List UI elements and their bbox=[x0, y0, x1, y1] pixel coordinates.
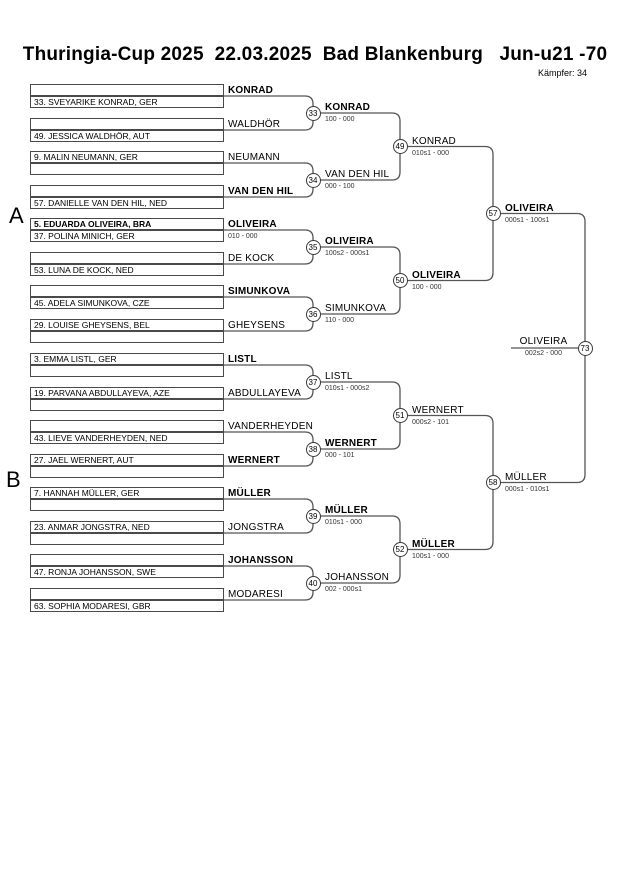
entry-slot bbox=[30, 554, 224, 566]
match-score: 100s1 - 000 bbox=[412, 552, 449, 560]
winner-name: WERNERT bbox=[325, 438, 377, 449]
match-score: 000 - 100 bbox=[325, 183, 355, 190]
winner-name: OLIVEIRA bbox=[412, 269, 461, 281]
entry-slot: 37. POLINA MINICH, GER bbox=[30, 230, 224, 242]
match-number-circle: 73 bbox=[578, 341, 593, 356]
entry-slot: 29. LOUISE GHEYSENS, BEL bbox=[30, 319, 224, 331]
tournament-title: Thuringia-Cup 2025 22.03.2025 Bad Blankenburg Jun-u21 -70 bbox=[22, 44, 608, 65]
advancer-name: WERNERT bbox=[228, 455, 280, 466]
winner-name: MÜLLER bbox=[325, 505, 368, 516]
entry-slot: 9. MALIN NEUMANN, GER bbox=[30, 151, 224, 163]
match-number-circle: 35 bbox=[306, 240, 321, 255]
entry-slot bbox=[30, 420, 224, 432]
advancer-name: MODARESI bbox=[228, 589, 283, 600]
entry-slot: 47. RONJA JOHANSSON, SWE bbox=[30, 566, 224, 578]
winner-name: MÜLLER bbox=[505, 471, 547, 483]
advancer-name: MÜLLER bbox=[228, 488, 271, 499]
entry-slot: 23. ANMAR JONGSTRA, NED bbox=[30, 521, 224, 533]
match-score: 100 - 000 bbox=[412, 283, 442, 291]
fighter-count: Kämpfer: 34 bbox=[538, 68, 588, 78]
match-score: 000s1 - 010s1 bbox=[505, 485, 550, 493]
match-score: 000 - 101 bbox=[325, 452, 355, 459]
connector-line bbox=[400, 416, 493, 483]
match-number-circle: 51 bbox=[393, 408, 408, 423]
entry-slot bbox=[30, 466, 224, 478]
advancer-name: SIMUNKOVA bbox=[228, 286, 291, 297]
connector-line bbox=[400, 147, 493, 214]
winner-name: OLIVEIRA bbox=[505, 202, 554, 214]
entry-slot: 5. EDUARDA OLIVEIRA, BRA bbox=[30, 218, 224, 230]
winner-name: WERNERT bbox=[412, 404, 464, 416]
connector-line bbox=[224, 96, 313, 113]
entry-slot bbox=[30, 365, 224, 377]
entry-slot: 3. EMMA LISTL, GER bbox=[30, 353, 224, 365]
match-number-circle: 50 bbox=[393, 273, 408, 288]
match-score: 100 - 000 bbox=[325, 116, 355, 123]
entry-slot: 63. SOPHIA MODARESI, GBR bbox=[30, 600, 224, 612]
final-result bbox=[510, 336, 577, 357]
final-score: 002s2 - 000 bbox=[525, 350, 562, 357]
advancer-name: WALDHÖR bbox=[228, 119, 281, 130]
pool-label-a: A bbox=[9, 203, 24, 228]
match-number-circle: 40 bbox=[306, 576, 321, 591]
advancer-name: JOHANSSON bbox=[228, 555, 294, 566]
match-number-circle: 57 bbox=[486, 206, 501, 221]
winner-name: LISTL bbox=[325, 371, 353, 382]
advancer-name: GHEYSENS bbox=[228, 320, 286, 331]
winner-name: JOHANSSON bbox=[325, 572, 390, 583]
winner-name: VAN DEN HIL bbox=[325, 169, 390, 180]
winner-name: KONRAD bbox=[412, 135, 456, 147]
winner-name: OLIVEIRA bbox=[325, 236, 374, 247]
match-number-circle: 34 bbox=[306, 173, 321, 188]
entry-slot: 57. DANIELLE VAN DEN HIL, NED bbox=[30, 197, 224, 209]
match-score: 010s1 - 000 bbox=[412, 149, 449, 157]
advancer-name: KONRAD bbox=[228, 85, 274, 96]
entry-slot: 49. JESSICA WALDHÖR, AUT bbox=[30, 130, 224, 142]
match-score: 000s2 - 101 bbox=[412, 418, 449, 426]
entry-slot: 7. HANNAH MÜLLER, GER bbox=[30, 487, 224, 499]
match-score: 000s1 - 100s1 bbox=[505, 216, 550, 224]
connector-line bbox=[224, 297, 313, 314]
entry-slot bbox=[30, 499, 224, 511]
entry-slot: 45. ADELA SIMUNKOVA, CZE bbox=[30, 297, 224, 309]
advancer-name: VAN DEN HIL bbox=[228, 186, 294, 197]
entry-slot bbox=[30, 84, 224, 96]
advancer-name: OLIVEIRA bbox=[228, 219, 277, 230]
match-number-circle: 38 bbox=[306, 442, 321, 457]
entry-slot bbox=[30, 588, 224, 600]
entry-slot bbox=[30, 252, 224, 264]
winner-name: SIMUNKOVA bbox=[325, 303, 387, 314]
connector-line bbox=[493, 214, 585, 349]
advancer-name: DE KOCK bbox=[228, 253, 275, 264]
match-number-circle: 58 bbox=[486, 475, 501, 490]
connector-line bbox=[224, 499, 313, 516]
match-score: 010 - 000 bbox=[228, 233, 258, 240]
match-score: 100s2 - 000s1 bbox=[325, 250, 370, 257]
connector-line bbox=[224, 365, 313, 382]
winner-name: MÜLLER bbox=[412, 538, 455, 550]
connector-line bbox=[224, 432, 313, 449]
champion-name: OLIVEIRA bbox=[519, 336, 568, 347]
winner-name: KONRAD bbox=[325, 102, 371, 113]
entry-slot: 33. SVEYARIKE KONRAD, GER bbox=[30, 96, 224, 108]
entry-slot: 43. LIEVE VANDERHEYDEN, NED bbox=[30, 432, 224, 444]
match-number-circle: 33 bbox=[306, 106, 321, 121]
match-number-circle: 37 bbox=[306, 375, 321, 390]
entry-slot: 27. JAEL WERNERT, AUT bbox=[30, 454, 224, 466]
advancer-name: ABDULLAYEVA bbox=[228, 388, 301, 399]
entry-slot bbox=[30, 185, 224, 197]
pool-label-b: B bbox=[6, 467, 21, 492]
entry-slot bbox=[30, 399, 224, 411]
advancer-name: LISTL bbox=[228, 354, 257, 365]
connector-line bbox=[224, 163, 313, 180]
entry-slot bbox=[30, 533, 224, 545]
connector-line bbox=[493, 348, 585, 483]
entry-slot bbox=[30, 163, 224, 175]
entry-slot bbox=[30, 285, 224, 297]
match-number-circle: 52 bbox=[393, 542, 408, 557]
match-score: 110 - 000 bbox=[325, 317, 355, 324]
match-score: 010s1 - 000 bbox=[325, 519, 362, 526]
entry-slot bbox=[30, 118, 224, 130]
entry-slot: 53. LUNA DE KOCK, NED bbox=[30, 264, 224, 276]
match-number-circle: 36 bbox=[306, 307, 321, 322]
entry-slot bbox=[30, 331, 224, 343]
advancer-name: VANDERHEYDEN bbox=[228, 421, 314, 432]
advancer-name: NEUMANN bbox=[228, 152, 280, 163]
match-score: 010s1 - 000s2 bbox=[325, 385, 370, 392]
match-number-circle: 49 bbox=[393, 139, 408, 154]
connector-line bbox=[224, 566, 313, 583]
advancer-name: JONGSTRA bbox=[228, 522, 285, 533]
match-score: 002 - 000s1 bbox=[325, 586, 362, 593]
match-number-circle: 39 bbox=[306, 509, 321, 524]
entry-slot: 19. PARVANA ABDULLAYEVA, AZE bbox=[30, 387, 224, 399]
